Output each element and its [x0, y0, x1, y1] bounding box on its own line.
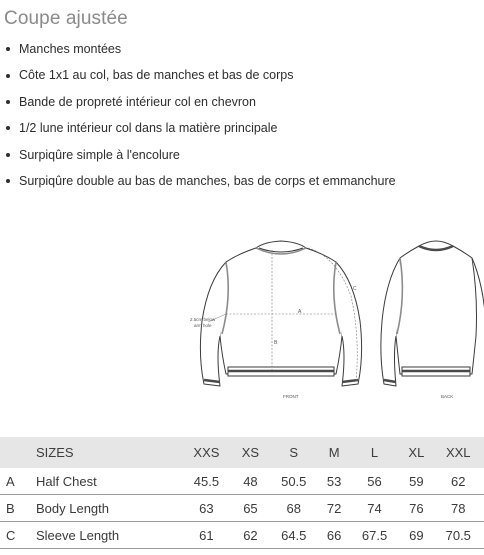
table-cell: 66 [326, 527, 342, 543]
header-size-xxs: XXS [193, 445, 220, 460]
table-cell: 59 [409, 473, 424, 489]
table-row [0, 495, 484, 522]
callout-text-line2: arm hole [194, 323, 212, 328]
table-cell: 65 [243, 500, 258, 516]
table-cell: 53 [326, 473, 342, 489]
bullet-icon [6, 47, 10, 51]
bullet-icon [6, 126, 10, 130]
size-chart-table [0, 437, 484, 549]
page-title: Coupe ajustée [4, 8, 128, 29]
feature-text: 1/2 lune intérieur col dans la matière principale [19, 121, 278, 136]
feature-item [4, 36, 396, 62]
feature-item [4, 89, 396, 115]
header-size-l: L [370, 445, 379, 460]
feature-item [4, 115, 396, 141]
feature-item [4, 168, 396, 194]
row-key: B [6, 500, 15, 516]
row-key: A [6, 473, 15, 489]
front-body [220, 248, 343, 374]
feature-text: Côte 1x1 au col, bas de manches et bas de corps [19, 68, 294, 83]
back-body [396, 246, 477, 374]
table-cell: 74 [367, 500, 382, 516]
row-key: C [6, 527, 16, 543]
bullet-icon [6, 179, 10, 183]
size-chart-header-row [0, 437, 484, 468]
table-cell: 62 [451, 473, 466, 489]
sweatshirt-drawing [186, 226, 484, 412]
table-row [0, 522, 484, 549]
feature-list [4, 36, 396, 194]
header-size-m: M [328, 445, 340, 460]
back-label: BACK [441, 394, 454, 399]
bullet-icon [6, 100, 10, 104]
header-key-cell [0, 437, 36, 468]
row-label: Half Chest [36, 473, 97, 489]
table-cell: 61 [199, 527, 214, 543]
table-cell: 68 [286, 500, 301, 516]
back-sweatshirt [381, 241, 484, 386]
garment-technical-drawing [186, 226, 484, 412]
table-cell: 67.5 [361, 527, 388, 543]
dimension-c-label: C [353, 286, 357, 292]
bullet-icon [6, 74, 10, 78]
table-cell: 63 [199, 500, 214, 516]
header-size-xs: XS [241, 445, 260, 460]
header-size-s: S [289, 445, 299, 460]
feature-item [4, 62, 396, 88]
row-label: Body Length [36, 500, 110, 516]
table-cell: 62 [243, 527, 258, 543]
bullet-icon [6, 153, 10, 157]
front-sweatshirt [200, 241, 361, 386]
table-cell: 72 [326, 500, 342, 516]
header-size-xl: XL [408, 445, 425, 460]
feature-text: Bande de propreté intérieur col en chevron [19, 94, 256, 109]
row-label: Sleeve Length [36, 527, 120, 543]
feature-text: Manches montées [19, 42, 122, 56]
table-cell: 45.5 [193, 473, 220, 489]
table-cell: 76 [409, 500, 424, 516]
feature-text: Surpiqûre double au bas de manches, bas de corps et emmanchure [19, 174, 396, 189]
dimension-a-label: A [298, 309, 302, 315]
header-size-xxl: XXL [445, 445, 471, 460]
table-cell: 48 [243, 473, 258, 489]
feature-text: Surpiqûre simple à l'encolure [19, 147, 180, 162]
front-label: FRONT [283, 394, 299, 399]
table-cell: 64.5 [281, 527, 307, 543]
table-cell: 56 [367, 473, 382, 489]
table-cell: 70.5 [445, 527, 471, 543]
table-cell: 69 [409, 527, 424, 543]
table-cell: 50.5 [281, 473, 307, 489]
table-cell: 78 [451, 500, 466, 516]
header-sizes-label: SIZES [36, 445, 74, 460]
feature-item [4, 142, 396, 168]
dimension-b-label: B [274, 340, 278, 346]
callout-text-line1: 2.5cm below [190, 317, 216, 322]
table-row [0, 468, 484, 495]
